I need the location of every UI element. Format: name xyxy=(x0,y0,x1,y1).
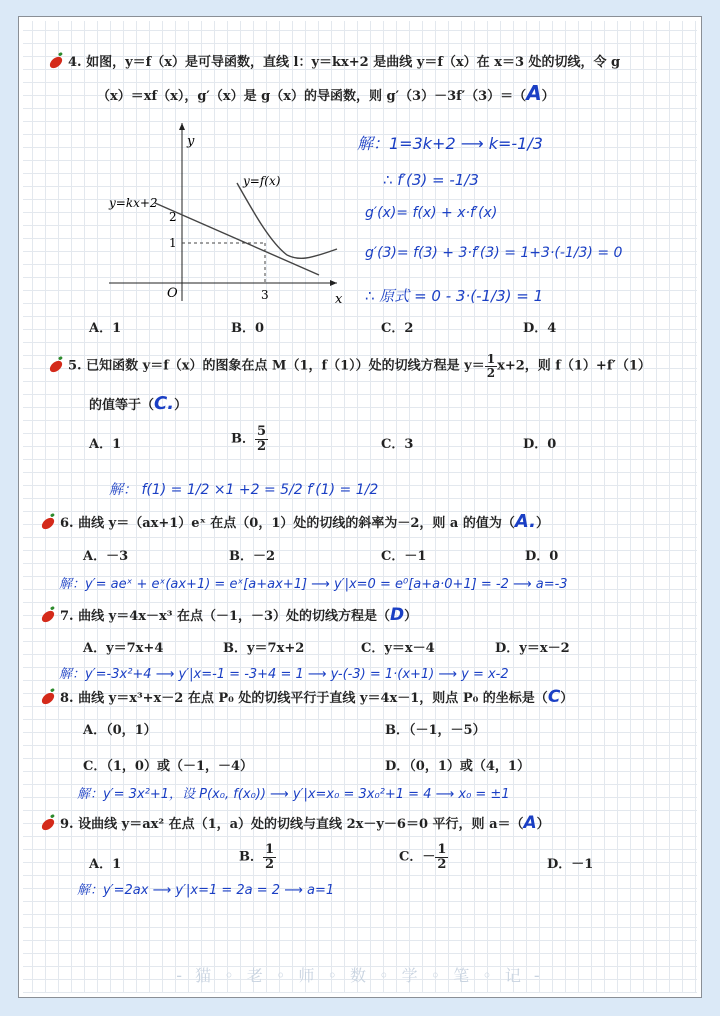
q4-work-line-5: ∴ 原式 = 0 - 3·(-1/3) = 1 xyxy=(365,287,544,305)
question-6-text: 曲线 y＝（ax+1）eˣ 在点（0，1）处的切线的斜率为－2，则 a 的值为（ xyxy=(78,516,515,531)
question-7-text: 曲线 y＝4x－x³ 在点（－1，－3）处的切线方程是（ xyxy=(78,609,391,624)
q9-option-a[interactable]: A．1 xyxy=(89,857,122,872)
q7-option-d[interactable]: D．y＝x－2 xyxy=(495,641,570,656)
fraction-numerator: 5 xyxy=(257,424,267,439)
q5-work: 解： f(1) = 1/2 ×1 +2 = 5/2 f′(1) = 1/2 xyxy=(109,482,379,498)
fraction-numerator: 1 xyxy=(486,352,496,366)
question-4-answer: A xyxy=(526,81,542,105)
q5-option-b-fraction xyxy=(255,425,268,453)
q9-option-b[interactable] xyxy=(239,843,276,871)
question-5-fraction xyxy=(485,353,497,379)
q4-option-c[interactable]: C．2 xyxy=(381,321,414,336)
q5-option-c[interactable]: C．3 xyxy=(381,437,414,452)
q4-work-line-3: g′(x)= f(x) + x·f′(x) xyxy=(365,205,498,221)
question-5-line-2 xyxy=(89,393,187,414)
question-4-line-1 xyxy=(49,51,620,70)
question-4-graph xyxy=(87,115,347,305)
question-6-close: ） xyxy=(536,516,550,531)
q4-work-line-2: ∴ f′(3) = -1/3 xyxy=(383,171,479,189)
x-axis-arrow xyxy=(330,280,337,286)
question-6-number: 6. xyxy=(60,516,74,531)
q7-work: 解：y′=-3x²+4 ⟶ y′|x=-1 = -3+4 = 1 ⟶ y-(-3) = 1·(x+1) ⟶ y = x-2 xyxy=(59,667,509,682)
question-9-number: 9. xyxy=(60,817,74,832)
question-9-line xyxy=(41,813,550,833)
footer-watermark: - 猫 ◦ 老 ◦ 师 ◦ 数 ◦ 学 ◦ 笔 ◦ 记 - xyxy=(176,966,544,985)
question-6-line xyxy=(41,511,549,532)
y-axis-label: y xyxy=(187,134,195,149)
chili-pepper-icon xyxy=(48,55,65,70)
tick-x-3: 3 xyxy=(261,288,269,302)
question-5-close: ） xyxy=(174,398,188,413)
q8-option-d[interactable]: D．（0，1）或（4，1） xyxy=(385,759,530,774)
chili-pepper-icon xyxy=(40,817,57,832)
fraction-denominator: 2 xyxy=(257,438,267,454)
question-4-text-2: （x）＝xf（x），g′（x）是 g（x）的导函数，则 g′（3）－3f′（3）＝（ xyxy=(97,89,527,104)
chili-pepper-icon xyxy=(48,359,65,374)
q4-work-line-1: 解：1=3k+2 ⟶ k=-1/3 xyxy=(357,134,543,153)
tick-y-2: 2 xyxy=(169,210,177,224)
fraction-numerator: 1 xyxy=(437,842,447,857)
question-4-line-2 xyxy=(97,81,555,105)
q9-option-b-fraction xyxy=(263,843,276,871)
question-9-close: ） xyxy=(536,817,550,832)
chili-pepper-icon xyxy=(40,609,57,624)
y-axis-arrow xyxy=(179,123,185,130)
q6-option-b[interactable]: B．－2 xyxy=(229,549,276,564)
question-6-answer: A. xyxy=(514,511,536,532)
q4-option-b[interactable]: B．0 xyxy=(231,321,265,336)
q9-option-c[interactable] xyxy=(399,843,448,871)
question-8-text: 曲线 y＝x³+x－2 在点 P₀ 处的切线平行于直线 y＝4x－1，则点 P₀ 的坐标是（ xyxy=(78,691,548,706)
origin-label: O xyxy=(167,286,178,301)
question-4-text-1: 如图，y＝f（x）是可导函数，直线 l：y＝kx+2 是曲线 y＝f（x）在 x＝3 处的切线，令 g xyxy=(86,55,621,70)
question-7-line xyxy=(41,605,417,625)
q5-option-a[interactable]: A．1 xyxy=(89,437,122,452)
question-5-answer: C. xyxy=(154,393,175,414)
q8-work: 解：y′= 3x²+1，设 P(x₀, f(x₀)) ⟶ y′|x=x₀ = 3x₀²+1 = 4 ⟶ x₀ = ±1 xyxy=(77,787,510,802)
question-4-close: ） xyxy=(541,89,555,104)
q8-option-c[interactable]: C．（1，0）或（－1，－4） xyxy=(83,759,254,774)
line-label: y=kx+2 xyxy=(109,196,158,210)
q6-option-d[interactable]: D．0 xyxy=(525,549,559,564)
question-7-answer: D xyxy=(390,605,405,625)
q6-option-c[interactable]: C．－1 xyxy=(381,549,427,564)
question-5-number: 5. xyxy=(68,358,82,374)
q7-option-c[interactable]: C．y＝x－4 xyxy=(361,641,435,656)
question-7-number: 7. xyxy=(60,609,74,624)
question-8-answer: C xyxy=(547,687,561,707)
tick-y-1: 1 xyxy=(169,236,177,250)
question-8-line xyxy=(41,687,573,707)
question-8-number: 8. xyxy=(60,691,74,706)
q8-option-b[interactable]: B．（－1，－5） xyxy=(385,723,486,738)
q4-work-line-4: g′(3)= f(3) + 3·f′(3) = 1+3·(-1/3) = 0 xyxy=(365,245,623,261)
chili-pepper-icon xyxy=(40,516,57,531)
q9-option-d[interactable]: D．－1 xyxy=(547,857,594,872)
q5-option-b[interactable] xyxy=(231,425,268,453)
q5-option-b-label: B． xyxy=(231,431,255,447)
notebook-page xyxy=(18,16,702,998)
question-4-number: 4. xyxy=(68,55,82,70)
question-8-close: ） xyxy=(560,691,574,706)
fraction-numerator: 1 xyxy=(265,842,275,857)
q9-work: 解：y′=2ax ⟶ y′|x=1 = 2a = 2 ⟶ a=1 xyxy=(77,883,335,898)
chili-pepper-icon xyxy=(40,691,57,706)
question-5-text-1a: 已知函数 y＝f（x）的图象在点 M（1，f（1））处的切线方程是 y＝ xyxy=(86,358,485,374)
question-5-line-1 xyxy=(49,353,651,379)
q7-option-b[interactable]: B．y＝7x+2 xyxy=(223,641,305,656)
q7-option-a[interactable]: A．y＝7x+4 xyxy=(83,641,164,656)
q6-work: 解：y′= aeˣ + eˣ(ax+1) = eˣ[a+ax+1] ⟶ y′|x=0 = e⁰[a+a·0+1] = -2 ⟶ a=-3 xyxy=(59,577,568,592)
tangent-line xyxy=(155,203,319,275)
question-5-text-1b: x+2，则 f（1）+f′（1） xyxy=(497,358,651,374)
question-9-text: 设曲线 y＝ax² 在点（1，a）处的切线与直线 2x－y－6＝0 平行，则 a＝（ xyxy=(78,817,524,832)
q5-option-d[interactable]: D．0 xyxy=(523,437,557,452)
question-9-answer: A xyxy=(523,813,537,833)
q4-option-a[interactable]: A．1 xyxy=(89,321,122,336)
fraction-denominator: 2 xyxy=(486,365,496,380)
q8-option-a[interactable]: A．（0，1） xyxy=(83,723,157,738)
fraction-denominator: 2 xyxy=(437,856,447,872)
question-7-close: ） xyxy=(404,609,418,624)
curve-fx xyxy=(237,183,337,258)
fraction-denominator: 2 xyxy=(265,856,275,872)
q6-option-a[interactable]: A．－3 xyxy=(83,549,129,564)
question-5-text-2: 的值等于（ xyxy=(89,398,155,413)
q4-option-d[interactable]: D．4 xyxy=(523,321,557,336)
q9-option-c-label: C．－ xyxy=(399,849,436,865)
q9-option-c-fraction xyxy=(435,843,448,871)
curve-label: y=f(x) xyxy=(243,174,281,188)
q9-option-b-label: B． xyxy=(239,849,263,865)
x-axis-label: x xyxy=(335,292,343,305)
